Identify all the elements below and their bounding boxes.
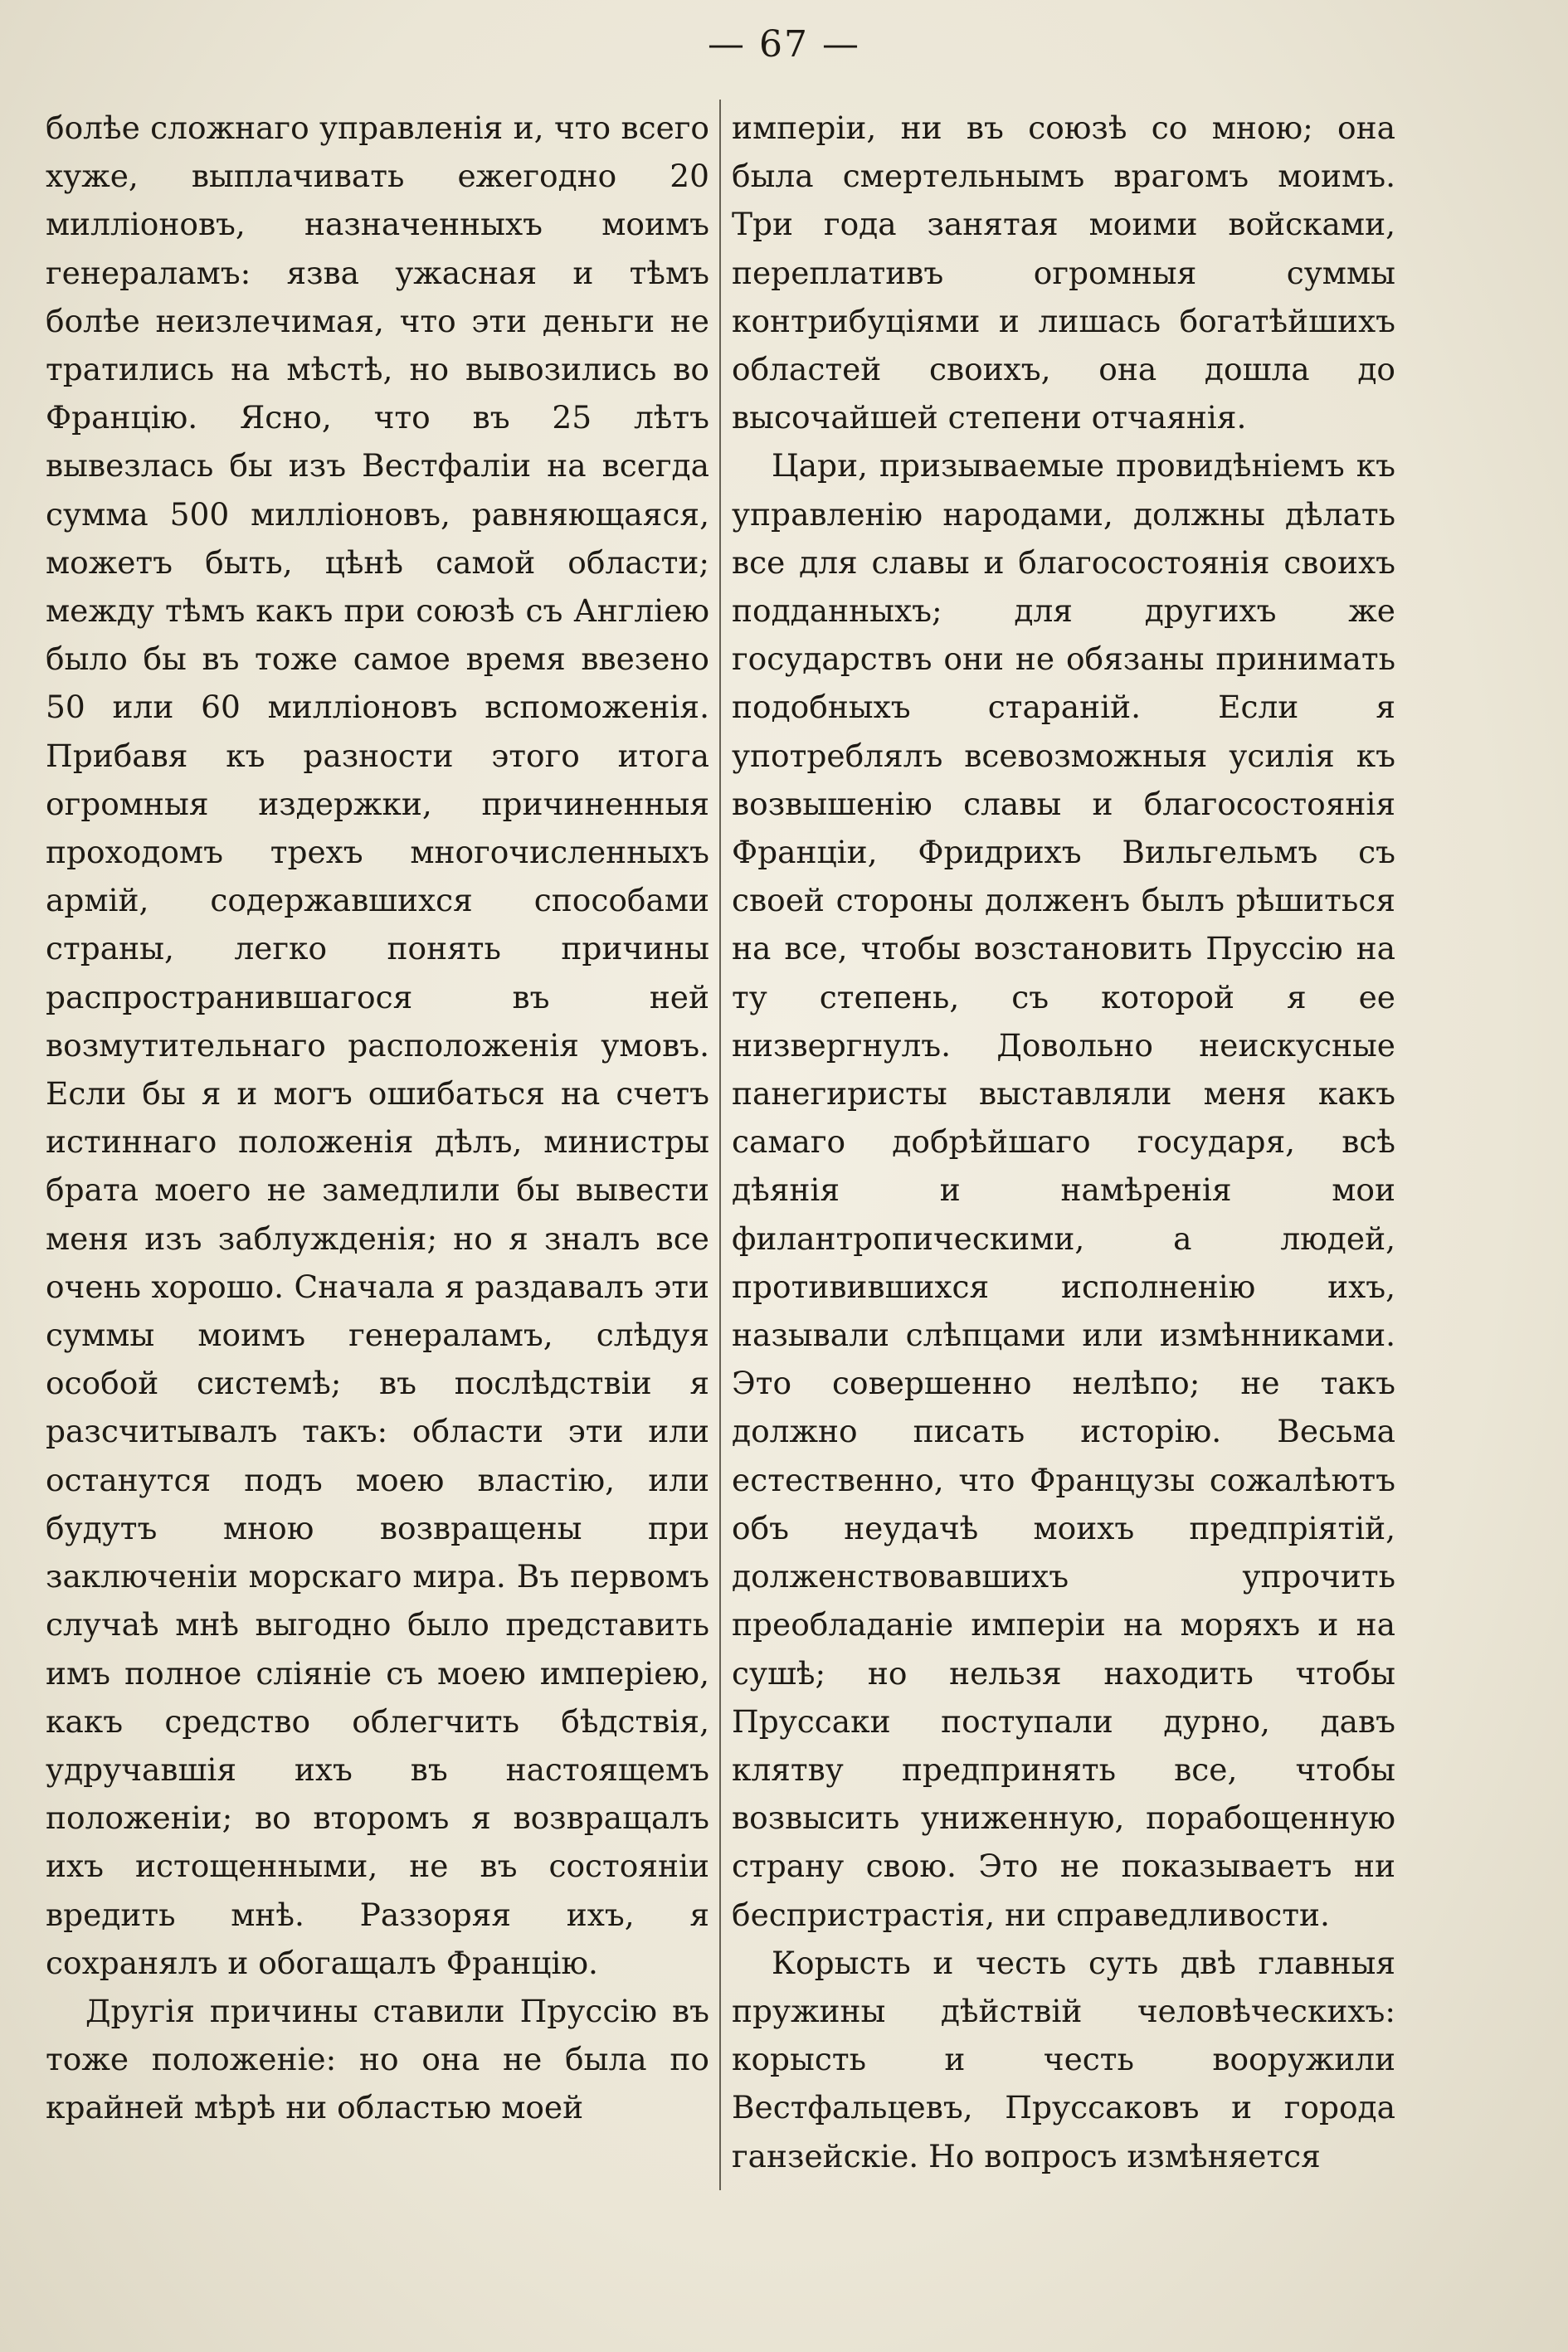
- column-divider: [719, 100, 721, 2190]
- left-paragraph-2: Другія причины ставили Пруссію въ тоже положеніе: но она не была по крайней мѣрѣ ни областью моей: [46, 1992, 709, 2126]
- right-column: [732, 104, 1395, 2180]
- left-column: [46, 104, 709, 2132]
- page-number: — 67 —: [708, 23, 860, 66]
- right-paragraph-2: Цари, призываемые провидѣніемъ къ управленію народами, должны дѣлать все для славы и благосостоянія своихъ подданныхъ; для другихъ же государствъ они не обязаны принимать подобныхъ стараній. Если я употреблялъ всевозможныя усилія къ возвышенію славы и благосостоянія Франціи, Фридрихъ Вильгельмъ съ своей стороны долженъ былъ рѣшиться на все, чтобы возстановить Пруссію на ту степень, съ которой я ее низвергнулъ. Довольно неискусные панегиристы выставляли меня какъ самаго добрѣйшаго государя, всѣ дѣянія и намѣренія мои филантропическими, а людей, противившихся исполненію ихъ, называли слѣпцами или измѣнниками. Это совершенно нелѣпо; не такъ должно писать исторію. Весьма естественно, что Французы сожалѣютъ объ неудачѣ моихъ предпріятій, долженствовавшихъ упрочить преобладаніе имперіи на моряхъ и на сушѣ; но нельзя находить чтобы Пруссаки поступали дурно, давъ клятву предпринять все, чтобы возвысить униженную, порабощенную страну свою. Это не показываетъ ни беспристрастія, ни справедливости.: [732, 447, 1395, 1933]
- left-paragraph-1: болѣе сложнаго управленія и, что всего хуже, выплачивать ежегодно 20 милліоновъ, назначенныхъ моимъ генераламъ: язва ужасная и тѣмъ болѣе неизлечимая, что эти деньги не тратились на мѣстѣ, но вывозились во Францію. Ясно, что въ 25 лѣтъ вывезлась бы изъ Вестфаліи на всегда сумма 500 милліоновъ, равняющаяся, можетъ быть, цѣнѣ самой области; между тѣмъ какъ при союзѣ съ Англіею было бы въ тоже самое время ввезено 50 или 60 милліоновъ вспоможенія. Прибавя къ разности этого итога огромныя издержки, причиненныя проходомъ трехъ многочисленныхъ армій, содержавшихся способами страны, легко понять причины распространившагося въ ней возмутительнаго расположенія умовъ. Если бы я и могъ ошибаться на счетъ истиннаго положенія дѣлъ, министры брата моего не замедлили бы вывести меня изъ заблужденія; но я зналъ все очень хорошо. Сначала я раздавалъ эти суммы моимъ генераламъ, слѣдуя особой системѣ; въ послѣдствіи я разсчитывалъ такъ: области эти или останутся подъ моею властію, или будутъ мною возвращены при заключеніи морскаго мира. Въ первомъ случаѣ мнѣ выгодно было представить имъ полное сліяніе съ моею имперіею, какъ средство облегчить бѣдствія, удручавшія ихъ въ настоящемъ положеніи; во второмъ я возвращалъ ихъ истощенными, не въ состояніи вредить мнѣ. Раззоряя ихъ, я сохранялъ и обогащалъ Францію.: [46, 110, 709, 1981]
- right-paragraph-1: имперіи, ни въ союзѣ со мною; она была смертельнымъ врагомъ моимъ. Три года занятая моими войсками, переплативъ огромныя суммы контрибуціями и лишась богатѣйшихъ областей своихъ, она дошла до высочайшей степени отчаянія.: [732, 110, 1395, 436]
- right-paragraph-3: Корысть и честь суть двѣ главныя пружины дѣйствій человѣческихъ: корысть и честь вооружили Вестфальцевъ, Пруссаковъ и города ганзейскіе. Но вопросъ измѣняется: [732, 1944, 1395, 2174]
